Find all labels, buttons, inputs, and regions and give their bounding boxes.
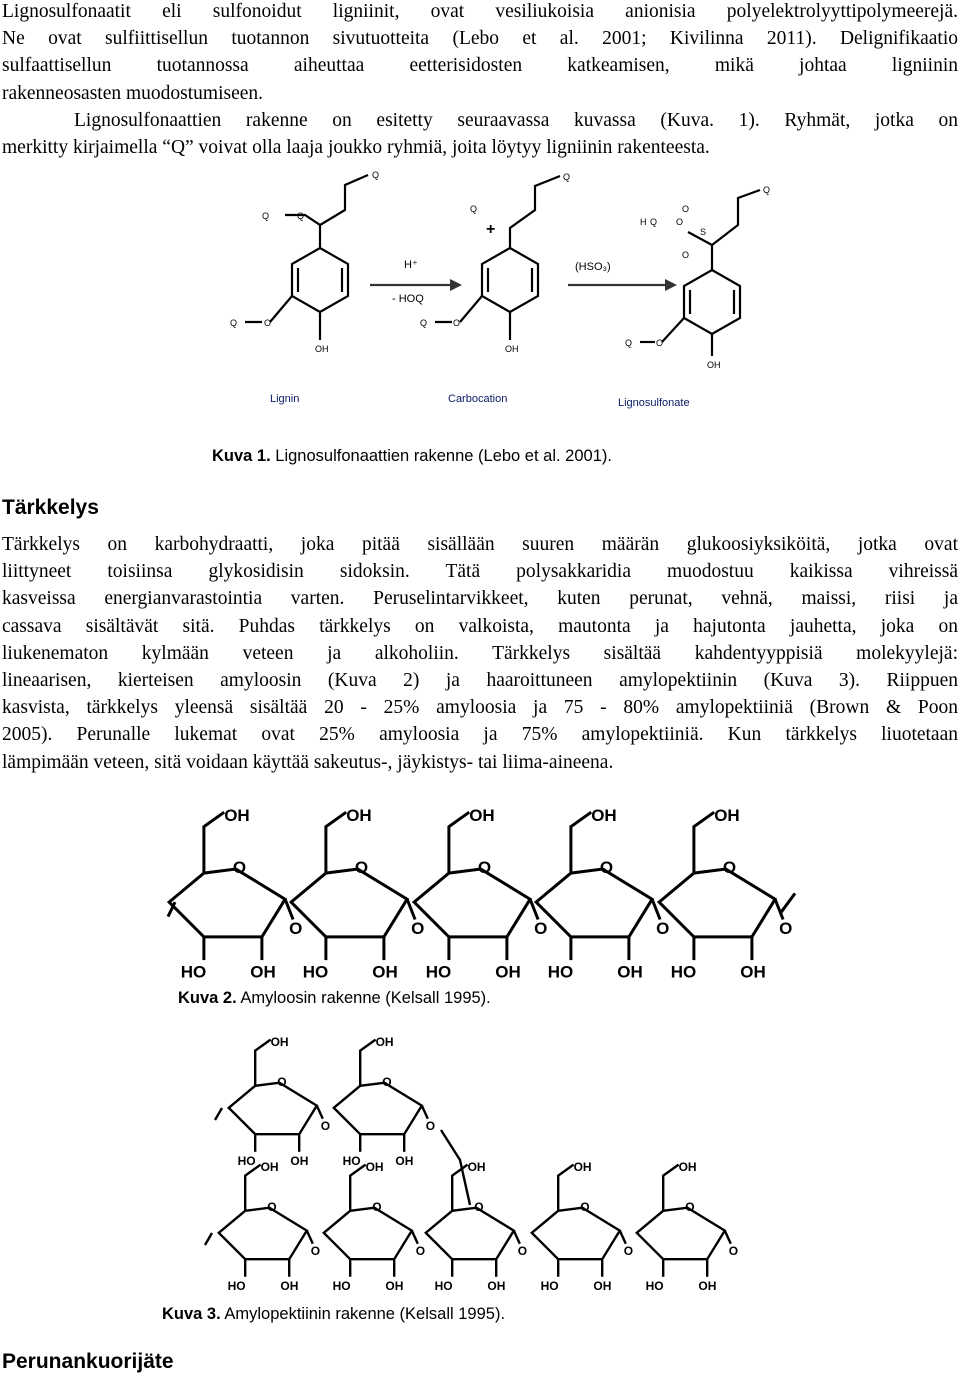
- glucose-ring: [426, 1208, 514, 1259]
- ring-oxygen-label: O: [474, 1199, 484, 1214]
- svg-text:Q: Q: [763, 185, 771, 195]
- text-line: rakenneosasten muodostumiseen.: [2, 82, 264, 104]
- hydroxyl-label: OH: [591, 805, 617, 825]
- ring-bond: [245, 1165, 260, 1211]
- ring-bond: [350, 1165, 365, 1211]
- glucose-ring: [637, 1208, 725, 1259]
- text-line: liittyneet toisiinsa glykosidisin sidoksin. Tätä polysakkaridia muodostuu kaikissa vihreissä: [2, 561, 958, 583]
- svg-text:O: O: [656, 338, 664, 348]
- text-line: merkitty kirjaimella “Q” voivat olla laaja joukko ryhmiä, joita löytyy ligniinin rakenteesta.: [2, 137, 710, 159]
- hydroxyl-label: OH: [250, 962, 276, 982]
- hydroxyl-label: OH: [290, 1154, 309, 1168]
- glycosidic-bond: [514, 1231, 520, 1244]
- ring-bond: [326, 812, 346, 873]
- glycosidic-oxygen-label: O: [320, 1118, 331, 1133]
- glucose-ring: [334, 1083, 422, 1134]
- ring-oxygen-label: O: [722, 858, 737, 878]
- glucose-ring: [229, 1083, 317, 1134]
- ring-bond: [204, 812, 224, 873]
- svg-text:Q: Q: [625, 338, 633, 348]
- glucose-ring: [536, 869, 652, 937]
- glycosidic-oxygen-label: O: [411, 919, 425, 938]
- glucose-ring: [291, 869, 407, 937]
- svg-text:OH: OH: [505, 344, 519, 354]
- hydroxyl-label: OH: [375, 1035, 394, 1050]
- glycosidic-oxygen-label: O: [779, 919, 793, 938]
- glycosidic-oxygen-label: O: [728, 1243, 739, 1258]
- hydroxyl-label: OH: [714, 805, 740, 825]
- caption-text: Amyloosin rakenne (Kelsall 1995).: [236, 989, 491, 1007]
- chain-end-bond: [780, 893, 795, 913]
- ring-oxygen-label: O: [477, 858, 492, 878]
- ring-bond: [663, 1165, 678, 1211]
- hydroxyl-label: HO: [342, 1154, 361, 1168]
- text-line: kasveissa energianvarastointia varten. Peruselintarvikkeet, kuten perunat, vehnä, maissi, riisi ja: [2, 588, 958, 610]
- hydroxyl-label: OH: [270, 1035, 289, 1050]
- text-line: lämpimään veteen, sitä voidaan käyttää sakeutus-, jäykistys- tai liima-aineena.: [2, 751, 614, 773]
- hydroxyl-label: OH: [495, 962, 521, 982]
- ring-oxygen-label: O: [277, 1074, 287, 1089]
- ring-oxygen-label: O: [599, 858, 614, 878]
- ring-bond: [449, 812, 469, 873]
- glycosidic-oxygen-label: O: [289, 919, 303, 938]
- hydroxyl-label: OH: [365, 1160, 384, 1175]
- ring-oxygen-label: O: [382, 1074, 392, 1089]
- glycosidic-bond: [620, 1231, 626, 1244]
- glycosidic-oxygen-label: O: [415, 1243, 426, 1258]
- hydroxyl-label: OH: [372, 962, 398, 982]
- label-carbocation: Carbocation: [448, 393, 508, 405]
- hydroxyl-label: HO: [425, 962, 452, 982]
- svg-text:OH: OH: [315, 344, 329, 354]
- glucose-ring: [659, 869, 775, 937]
- hydroxyl-label: HO: [227, 1279, 246, 1293]
- hydroxyl-label: OH: [395, 1154, 414, 1168]
- caption-number: Kuva 2.: [178, 989, 237, 1007]
- caption-text: Lignosulfonaattien rakenne (Lebo et al. 2001).: [270, 447, 612, 465]
- svg-text:O: O: [682, 204, 690, 214]
- svg-text:Q: Q: [563, 172, 571, 182]
- ring-bond: [558, 1165, 573, 1211]
- glucose-ring: [414, 869, 530, 937]
- text-line: cassava sisältävät sitä. Puhdas tärkkelys on valkoista, mautonta ja hajutonta jauhetta, joka on: [2, 615, 958, 637]
- glycosidic-oxygen-label: O: [425, 1118, 436, 1133]
- reagent-bisulfite: (HSO₃): [575, 261, 611, 273]
- heading-tarkkelys: Tärkkelys: [2, 496, 99, 519]
- hydroxyl-label: OH: [678, 1160, 697, 1175]
- hydroxyl-label: HO: [670, 962, 697, 982]
- hydroxyl-label: OH: [385, 1279, 404, 1293]
- ring-oxygen-label: O: [372, 1199, 382, 1214]
- hydroxyl-label: OH: [740, 962, 766, 982]
- svg-text:H: H: [640, 217, 647, 227]
- amylose-structure-figure: [0, 800, 960, 1000]
- glycosidic-bond: [422, 1106, 428, 1119]
- starch-paragraph: [2, 531, 958, 776]
- svg-text:+: +: [486, 221, 496, 238]
- hydroxyl-label: HO: [547, 962, 574, 982]
- glucose-ring: [169, 869, 285, 937]
- glycosidic-oxygen-label: O: [517, 1243, 528, 1258]
- text-line: sulfaattisellun tuotannossa aiheuttaa eetterisidosten katkeamisen, mikä johtaa ligniinin: [2, 55, 958, 77]
- hydroxyl-label: HO: [540, 1279, 559, 1293]
- svg-text:Q: Q: [470, 204, 478, 214]
- heading-perunankuorijate: Perunankuorijäte: [2, 1350, 174, 1373]
- svg-text:O: O: [264, 318, 272, 328]
- ring-oxygen-label: O: [267, 1199, 277, 1214]
- caption-number: Kuva 3.: [162, 1305, 221, 1323]
- hydroxyl-label: HO: [332, 1279, 351, 1293]
- ring-oxygen-label: O: [354, 858, 369, 878]
- amylopectin-structure-figure: [0, 1020, 960, 1310]
- figure3-caption: [162, 1305, 505, 1324]
- label-lignosulfonate: Lignosulfonate: [618, 397, 690, 409]
- hydroxyl-label: OH: [617, 962, 643, 982]
- svg-text:O: O: [453, 318, 461, 328]
- svg-text:OH: OH: [707, 360, 721, 370]
- ring-oxygen-label: O: [580, 1199, 590, 1214]
- text-line: 2005). Perunalle lukemat ovat 25% amyloosia ja 75% amylopektiiniä. Kun tärkkelys liuotetaan: [2, 724, 958, 746]
- figure2-caption: [178, 989, 491, 1008]
- text-line: liukenematon kylmään veteen ja alkoholiin. Tärkkelys sisältää kahdentyyppisiä molekyylejä:: [2, 642, 958, 664]
- hydroxyl-label: OH: [573, 1160, 592, 1175]
- hydroxyl-label: OH: [224, 805, 250, 825]
- svg-text:Q: Q: [650, 217, 658, 227]
- ring-bond: [360, 1040, 375, 1086]
- lignosulfonate-reaction-figure: [0, 0, 960, 440]
- reagent-h-plus: H⁺: [404, 259, 418, 271]
- svg-text:O: O: [676, 217, 684, 227]
- caption-number: Kuva 1.: [212, 447, 271, 465]
- text-line: Lignosulfonaatit eli sulfonoidut ligniinit, ovat vesiliukoisia anionisia polyelektrolyyttipolymeerejä.: [2, 1, 958, 22]
- text-line: Tärkkelys on karbohydraatti, joka pitää sisällään suuren määrän glukoosiyksiköitä, jotka ovat: [2, 534, 958, 555]
- svg-text:S: S: [700, 227, 707, 237]
- glycosidic-bond: [307, 1231, 313, 1244]
- label-lignin: Lignin: [270, 393, 300, 405]
- svg-text:Q: Q: [230, 318, 238, 328]
- hydroxyl-label: OH: [467, 1160, 486, 1175]
- reagent-minus-hoq: - HOQ: [392, 293, 424, 305]
- branch-bond: [441, 1130, 470, 1205]
- glycosidic-oxygen-label: O: [623, 1243, 634, 1258]
- svg-text:Q: Q: [262, 211, 270, 221]
- hydroxyl-label: HO: [302, 962, 329, 982]
- glycosidic-oxygen-label: O: [534, 919, 548, 938]
- hydroxyl-label: OH: [593, 1279, 612, 1293]
- svg-text:Q: Q: [297, 211, 305, 221]
- glycosidic-oxygen-label: O: [310, 1243, 321, 1258]
- figure1-caption: [212, 447, 612, 466]
- ring-bond: [694, 812, 714, 873]
- hydroxyl-label: OH: [280, 1279, 299, 1293]
- svg-text:Q: Q: [372, 170, 380, 180]
- glycosidic-bond: [412, 1231, 418, 1244]
- text-line: lineaarisen, kierteisen amyloosin (Kuva 2) ja haaroittuneen amylopektiinin (Kuva 3). Riippuen: [2, 670, 958, 692]
- hydroxyl-label: OH: [346, 805, 372, 825]
- hydroxyl-label: OH: [469, 805, 495, 825]
- ring-bond: [255, 1040, 270, 1086]
- ring-oxygen-label: O: [685, 1199, 695, 1214]
- hydroxyl-label: OH: [698, 1279, 717, 1293]
- text-line: Ne ovat sulfiittisellun tuotannon sivutuotteita (Lebo et al. 2001; Kivilinna 2011). Delignifikaatio: [2, 28, 958, 50]
- glycosidic-bond: [725, 1231, 731, 1244]
- text-line: kasvista, tärkkelys yleensä sisältää 20 - 25% amyloosia ja 75 - 80% amylopektiiniä (Brown & Poon: [2, 697, 958, 719]
- svg-text:O: O: [682, 250, 690, 260]
- ring-bond: [571, 812, 591, 873]
- hydroxyl-label: HO: [434, 1279, 453, 1293]
- glycosidic-bond: [317, 1106, 323, 1119]
- hydroxyl-label: OH: [487, 1279, 506, 1293]
- glycosidic-oxygen-label: O: [656, 919, 670, 938]
- chain-end-bond: [215, 1108, 222, 1120]
- text-line: Lignosulfonaattien rakenne on esitetty seuraavassa kuvassa (Kuva. 1). Ryhmät, jotka on: [74, 110, 958, 131]
- glucose-ring: [532, 1208, 620, 1259]
- hydroxyl-label: HO: [180, 962, 207, 982]
- hydroxyl-label: HO: [237, 1154, 256, 1168]
- glucose-ring: [324, 1208, 412, 1259]
- ring-oxygen-label: O: [232, 858, 247, 878]
- hydroxyl-label: HO: [645, 1279, 664, 1293]
- glucose-ring: [219, 1208, 307, 1259]
- caption-text: Amylopektiinin rakenne (Kelsall 1995).: [220, 1305, 506, 1323]
- chain-end-bond: [205, 1233, 212, 1245]
- hydroxyl-label: OH: [260, 1160, 279, 1175]
- svg-text:Q: Q: [420, 318, 428, 328]
